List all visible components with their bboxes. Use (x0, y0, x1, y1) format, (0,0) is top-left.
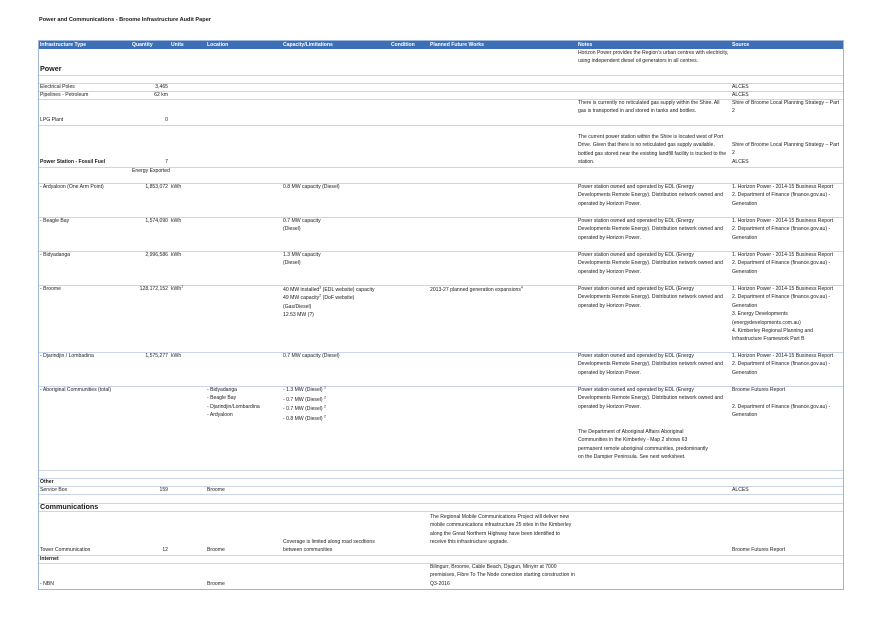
section-power: Power (40, 64, 62, 73)
source-power-station-fossil: Shire of Broome Local Planning Strategy – Part 2 (732, 142, 840, 157)
qty-pipelines: 62 km (154, 92, 168, 98)
col-condition: Condition (391, 42, 415, 48)
capacity-djarindjin: 0.7 MW capacity (Diesel) (283, 353, 340, 359)
note-aboriginal: Power station owned and operated by EDL (Energy Developments Remote Energy). Distribution network owned and operated by Horizon Power. (578, 387, 723, 410)
capacity-ardyaloon: 0.8 MW capacity (Diesel) (283, 184, 340, 190)
col-location: Location (207, 42, 229, 48)
source-ardyaloon: 1. Horizon Power - 2014-15 Business Report 2. Department of Finance (finance.gov.au) - Generation (732, 184, 834, 207)
row-electrical-poles: Electrical Poles (40, 84, 75, 90)
table-header (39, 41, 843, 49)
row-divider (39, 555, 843, 556)
note-djarindjin: Power station owned and operated by EDL (Energy Developments Remote Energy). Distribution network owned and operated by Horizon Power. (578, 353, 723, 376)
col-quantity: Quantity (132, 42, 153, 48)
note-ardyaloon: Power station owned and operated by EDL (Energy Developments Remote Energy). Distribution network owned and operated by Horizon Power. (578, 184, 723, 207)
planned-tower-communication: The Regional Mobile Communications Project will deliver new mobile communications infrastructure 25 sites in the Kimberley along the Great Northern Highway have been identified to receive this infrastructure upgrade. (430, 514, 572, 546)
row-pipelines: Pipelines - Petroleum (40, 92, 89, 98)
unit-beagle-bay: kWh (171, 218, 182, 224)
qty-lpg-plant: 0 (165, 117, 168, 123)
unit-djarindjin: kWh (171, 353, 182, 359)
col-units: Units (171, 42, 184, 48)
note-lpg-plant: There is currently no reticulated gas supply within the Shire. All gas is transported in and stored in tanks and bottles. (578, 100, 720, 115)
row-divider (39, 470, 843, 471)
source-djarindjin: 1. Horizon Power - 2014-15 Business Report 2. Department of Finance (finance.gov.au) - Generation (732, 353, 834, 376)
source-aboriginal: Broome Futures Report 2. Department of Finance (finance.gov.au) - Generation (732, 387, 831, 419)
source-beagle-bay: 1. Horizon Power - 2014-15 Business Report 2. Department of Finance (finance.gov.au) - Generation (732, 218, 834, 241)
row-lpg-plant: LPG Plant (40, 117, 64, 123)
power-note: Horizon Power provides the Region's urban centres with electricity, using independent diesel oil generators in all centres. (578, 50, 729, 65)
note-aboriginal-map: The Department of Aboriginal Affairs Aboriginal Communities in the Kimberley - Map 2 shows 63 permanent remote aboriginal communities, predominantly on the Dampier Peninsula. See next worksheet. (578, 429, 708, 461)
row-bidyadanga: - Bidyadanga (40, 252, 71, 258)
location-tower-communication: Broome (207, 547, 225, 553)
locations-aboriginal: - Bidyadanga - Beagle Bay - Djarindjin/Lombardina - Ardyaloon (207, 387, 260, 419)
source-lpg-plant: Shire of Broome Local Planning Strategy – Part 2 (732, 100, 840, 115)
source-broome: 1. Horizon Power - 2014-15 Business Report 2. Department of Finance (finance.gov.au) - Generation 3. Energy Developments (energydevelopments.com.au) 4. Kimberley Regional Planning and Infrastructure Framework Part B (732, 286, 834, 343)
row-divider (39, 75, 843, 76)
row-power-station-fossil: Power Station - Fossil Fuel (40, 159, 106, 165)
row-service-box: Service Box (40, 487, 68, 493)
planned-nbn: Bilingurr, Broome, Cable Beach, Djugun, Minyirr at 7000 premisises, Fibre To The Node conection starting construction in Q3-2016 (430, 564, 575, 587)
row-beagle-bay: - Beagle Bay (40, 218, 70, 224)
qty-djarindjin: 1,575,277 (145, 353, 168, 359)
section-communications: Communications (40, 502, 99, 511)
location-service-box: Broome (207, 487, 225, 493)
qty-broome: 128,172,152 (139, 286, 168, 292)
capacity-tower-communication: Coverage is limited along road secdtions between communities (283, 539, 375, 554)
capacity-beagle-bay: 0.7 MW capacity (Diesel) (283, 218, 321, 233)
unit-bidyadanga: kWh (171, 252, 182, 258)
source-pipelines: ALCES (732, 92, 749, 98)
page-title: Power and Communications - Broome Infrastructure Audit Paper (39, 17, 211, 23)
note-power-station-fossil: The current power station within the Shire is located west of Port Drive. Given that there is no reticulated gas supply available, bottled gas stored near the existing landfill facility is trucked to the station. (578, 134, 727, 166)
row-aboriginal-communities: - Aboriginal Communities (total) (40, 387, 112, 393)
qty-ardyaloon: 1,853,072 (145, 184, 168, 190)
source-service-box: ALCES (732, 487, 749, 493)
note-broome: Power station owned and operated by EDL (Energy Developments Remote Energy). Distribution network owned and operated by Horizon Power. (578, 286, 723, 309)
capacity-broome: 40 MW installed$^3$ (EDL website) capacity 49 MW capacity$^2$ (DoF website) (Gas/Diesel) 12.53 MW (?) (283, 285, 375, 319)
qty-power-station-fossil: 7 (165, 159, 168, 165)
planned-broome: 2013-27 planned generation expansions$^4$ (430, 285, 523, 293)
energy-exported-label: Energy Exported (132, 168, 170, 174)
col-notes: Notes (578, 42, 593, 48)
row-djarindjin: - Djarindjin / Lombadina (40, 353, 94, 359)
row-divider (39, 503, 843, 504)
qty-service-box: 159 (159, 487, 168, 493)
qty-tower-communication: 12 (162, 547, 168, 553)
note-bidyadanga: Power station owned and operated by EDL (Energy Developments Remote Energy). Distribution network owned and operated by Horizon Power. (578, 252, 723, 275)
audit-table (38, 40, 844, 590)
row-ardyaloon: - Ardyaloon (One Arm Point) (40, 184, 104, 190)
unit-broome: kWh$^1$ (171, 284, 184, 292)
col-infrastructure-type: Infrastructure Type (40, 42, 87, 48)
row-tower-communication: Tower Communication (40, 547, 91, 553)
source-power-station-fossil-2: ALCES (732, 159, 749, 165)
qty-beagle-bay: 1,574,090 (145, 218, 168, 224)
section-other: Other (40, 479, 54, 485)
row-nbn: - NBN (40, 581, 54, 587)
capacity-bidyadanga: 1.3 MW capacity (Diesel) (283, 252, 321, 267)
source-tower-communication: Broome Futures Report (732, 547, 786, 553)
row-divider (39, 478, 843, 479)
qty-bidyadanga: 2,996,586 (145, 252, 168, 258)
qty-electrical-poles: 3,465 (155, 84, 168, 90)
row-broome: - Broome (40, 286, 61, 292)
col-source: Source (732, 42, 750, 48)
row-divider (39, 511, 843, 512)
source-electrical-poles: ALCES (732, 84, 749, 90)
col-planned: Planned Future Works (430, 42, 484, 48)
source-bidyadanga: 1. Horizon Power - 2014-15 Business Report 2. Department of Finance (finance.gov.au) - Generation (732, 252, 834, 275)
unit-ardyaloon: kWh (171, 184, 182, 190)
row-divider (39, 125, 843, 126)
capacities-aboriginal: - 1.3 MW (Diesel) $^1$ - 0.7 MW (Diesel) $^2$ - 0.7 MW (Diesel) $^2$ - 0.8 MW (Diesel) $^2$ (283, 385, 327, 422)
location-nbn: Broome (207, 581, 225, 587)
note-beagle-bay: Power station owned and operated by EDL (Energy Developments Remote Energy). Distribution network owned and operated by Horizon Power. (578, 218, 723, 241)
col-capacity: Capacity/Limitations (283, 42, 333, 48)
section-internet: Internet (40, 556, 59, 562)
